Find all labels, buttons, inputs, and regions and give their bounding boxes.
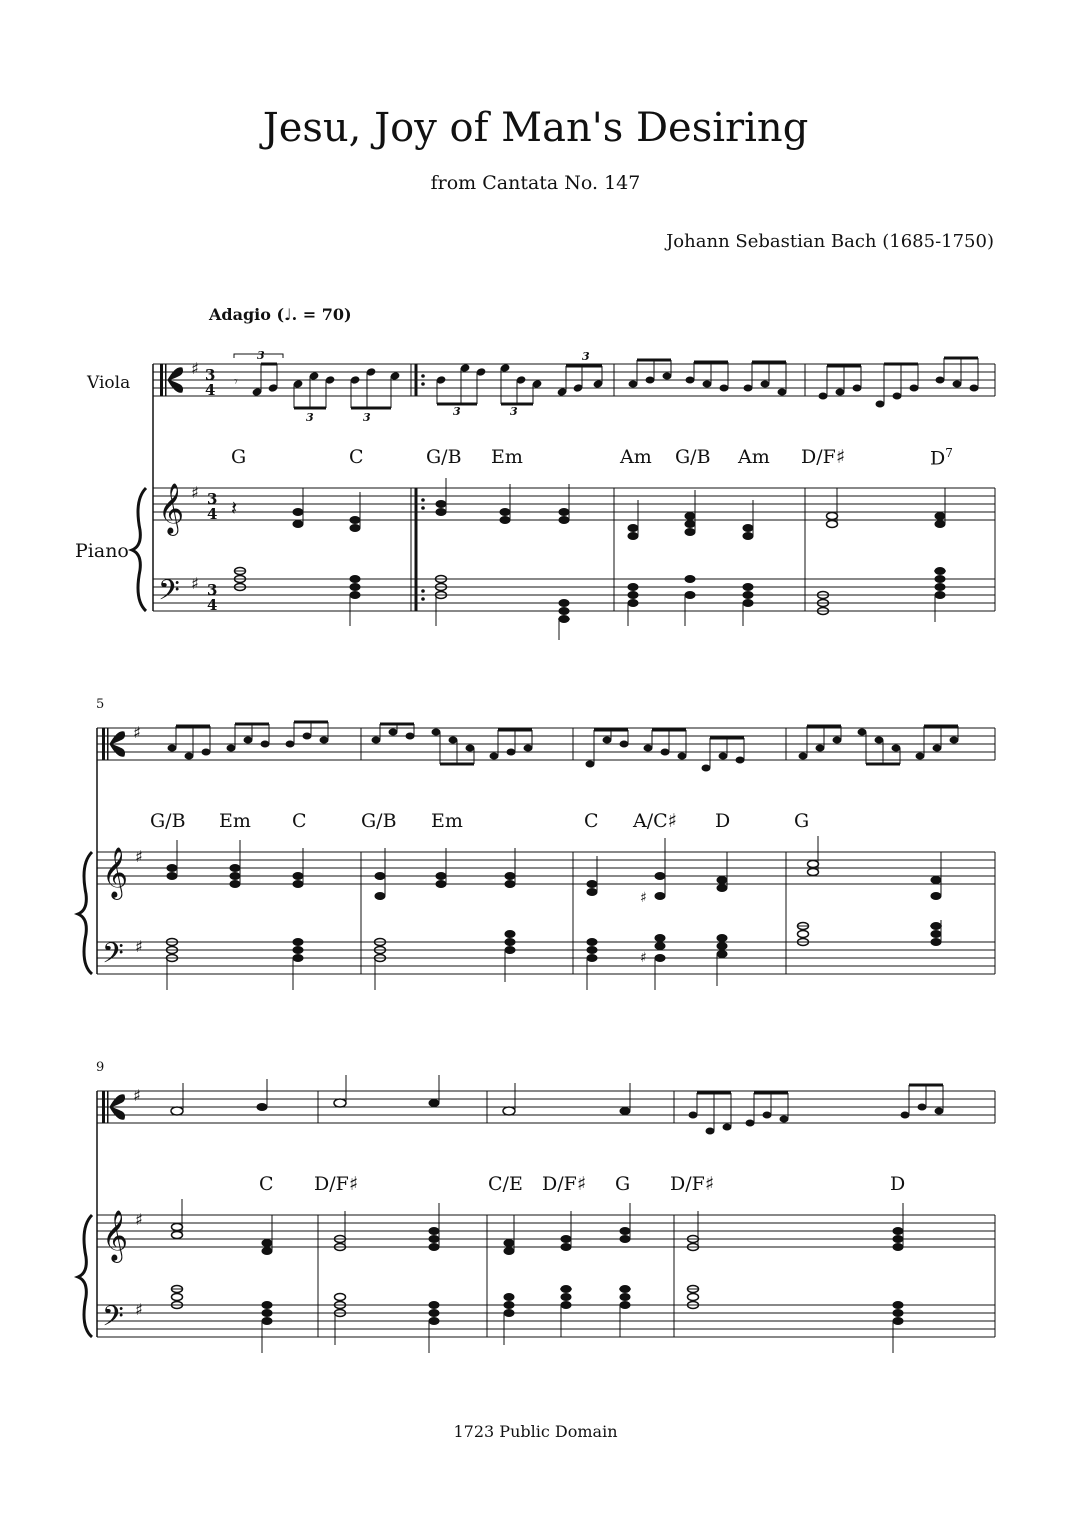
page-title: Jesu, Joy of Man's Desiring	[262, 105, 809, 151]
chord-symbol: C	[584, 810, 599, 832]
system-3	[78, 1075, 995, 1353]
viola-notes	[168, 722, 958, 771]
system-1	[132, 349, 995, 640]
piano-notes	[231, 478, 946, 640]
chord-symbol: G	[231, 446, 247, 468]
eighth-rest-icon: 𝄾	[234, 374, 238, 390]
tempo-text: Adagio (	[209, 305, 285, 324]
system-2	[78, 722, 995, 990]
chord-symbol: C/E	[488, 1173, 523, 1195]
chord-symbol: C	[292, 810, 307, 832]
chord-symbol: Em	[431, 810, 463, 832]
svg-text:3: 3	[453, 405, 461, 418]
svg-text:3: 3	[306, 411, 314, 424]
sharp-icon: ♯	[640, 890, 647, 906]
tempo-bpm: = 70)	[297, 305, 352, 324]
bass-clef-icon: 𝄢	[158, 574, 180, 614]
sharp-icon: ♯	[640, 950, 647, 966]
sharp-icon: ♯	[135, 1210, 143, 1229]
viola-notes	[234, 349, 978, 424]
svg-text:3: 3	[582, 350, 590, 363]
chord-symbol: C	[259, 1173, 274, 1195]
sharp-icon: ♯	[191, 483, 199, 502]
chord-symbol: Am	[738, 446, 770, 468]
sharp-icon: ♯	[133, 723, 141, 742]
chord-symbol: D/F♯	[314, 1173, 359, 1195]
sharp-icon: ♯	[135, 847, 143, 866]
time-sig: 4	[207, 596, 218, 614]
chord-symbol: G/B	[361, 810, 397, 832]
instrument-label-viola: Viola	[87, 373, 131, 393]
time-sig: 4	[207, 505, 218, 523]
chord-symbol: G/B	[426, 446, 462, 468]
chord-symbol: C	[349, 446, 364, 468]
piano-notes	[171, 1199, 903, 1353]
sharp-icon: ♯	[191, 359, 199, 378]
sharp-icon: ♯	[135, 937, 143, 956]
time-sig: 3	[207, 490, 218, 508]
chord-symbol: Em	[219, 810, 251, 832]
chord-symbol: D/F♯	[542, 1173, 587, 1195]
chord-symbol: D/F♯	[801, 446, 846, 468]
composer-credit: Johann Sebastian Bach (1685-1750)	[666, 231, 994, 252]
chord-symbol: $D^7$	[930, 446, 953, 470]
quarter-rest-icon: 𝄽	[231, 496, 238, 520]
svg-text:3: 3	[363, 411, 371, 424]
instrument-label-piano: Piano	[75, 540, 129, 562]
svg-text:3: 3	[257, 349, 265, 362]
chord-symbol: A/C♯	[633, 810, 677, 832]
time-sig: 3	[207, 581, 218, 599]
time-sig: 4	[205, 381, 216, 399]
page-subtitle: from Cantata No. 147	[430, 172, 641, 194]
chord-symbol: G	[615, 1173, 631, 1195]
treble-clef-icon: 𝄞	[158, 483, 185, 534]
chord-symbol: G/B	[150, 810, 186, 832]
measure-number: 9	[96, 1060, 105, 1075]
chord-symbol: Am	[620, 446, 652, 468]
viola-staff	[153, 364, 995, 396]
copyright-footer: 1723 Public Domain	[453, 1422, 618, 1441]
bass-clef-icon: 𝄢	[102, 937, 124, 977]
time-sig: 3	[205, 366, 216, 384]
treble-clef-icon: 𝄞	[102, 847, 129, 898]
treble-clef-icon: 𝄞	[102, 1210, 129, 1261]
sharp-icon: ♯	[135, 1300, 143, 1319]
piano-treble-staff	[153, 488, 995, 520]
chord-symbol: D/F♯	[670, 1173, 715, 1195]
chord-symbol: G	[794, 810, 810, 832]
sharp-icon: ♯	[191, 574, 199, 593]
dotted-quarter-note-icon: ♩.	[284, 305, 298, 324]
chord-symbol: D	[715, 810, 731, 832]
bass-clef-icon: 𝄢	[102, 1300, 124, 1340]
sharp-icon: ♯	[133, 1086, 141, 1105]
viola-notes	[171, 1075, 943, 1134]
svg-text:3: 3	[510, 405, 518, 418]
piano-bass-staff	[153, 579, 995, 611]
chord-symbol: G/B	[675, 446, 711, 468]
chord-symbol: Em	[491, 446, 523, 468]
piano-notes	[167, 836, 943, 990]
measure-number: 5	[96, 697, 105, 712]
chord-symbol: D	[890, 1173, 906, 1195]
